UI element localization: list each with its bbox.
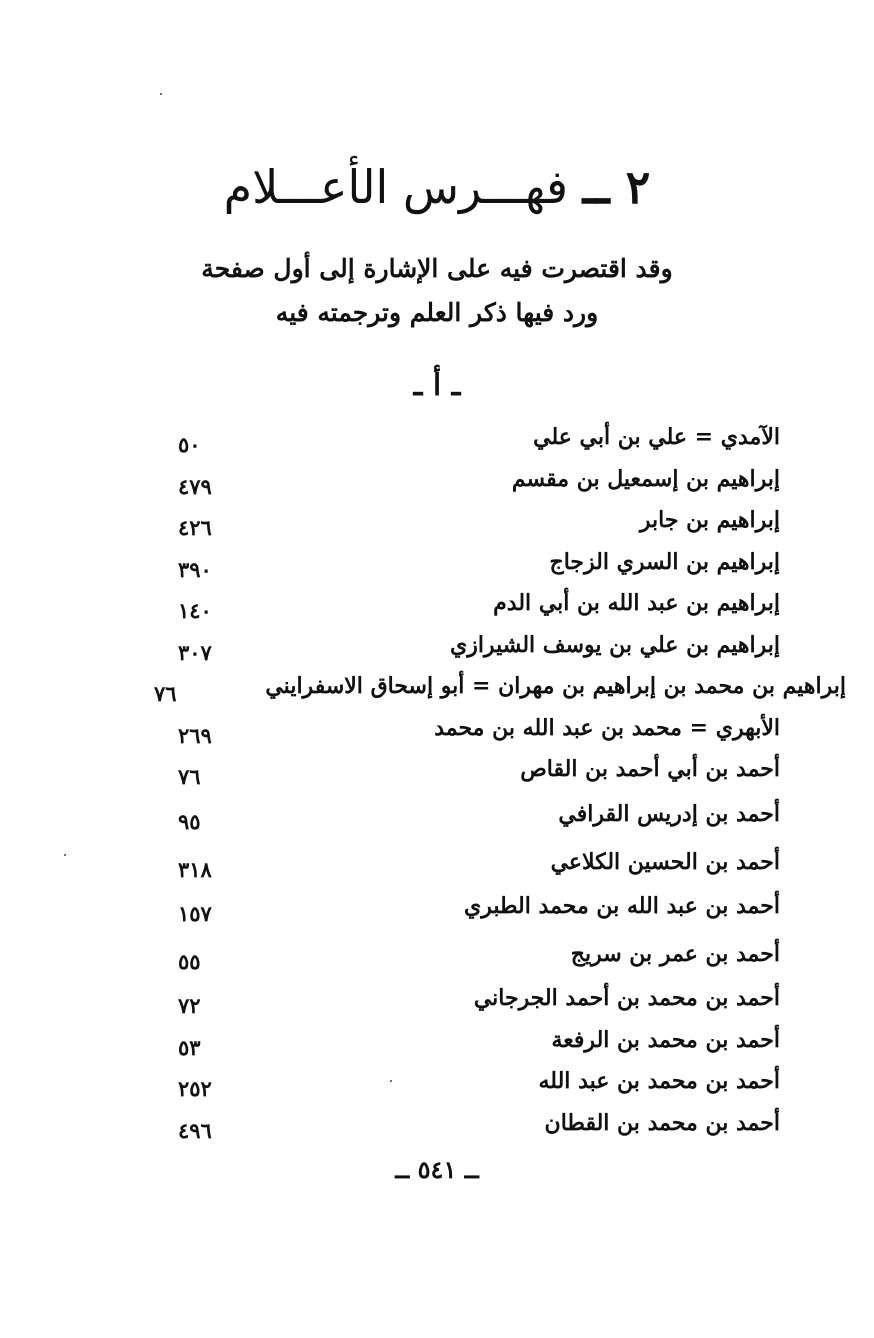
entry-name: أحمد بن محمد بن القطان [544,1109,780,1136]
index-entry [150,1023,790,1065]
entry-name: الأبهري = محمد بن عبد الله بن محمد [434,714,780,741]
entry-page-number: ٢٥٢ [178,1076,212,1101]
entry-name: أحمد بن عبد الله بن محمد الطبري [464,893,780,919]
entry-name: إبراهيم بن عبد الله بن أبي الدم [493,590,780,616]
index-entry [150,586,790,628]
entry-page-number: ٣٠٧ [178,639,212,665]
entry-page-number: ٤٧٩ [178,473,212,499]
entry-page-number: ١٥٧ [178,901,212,926]
entry-name: أحمد بن إدريس القرافي [558,801,780,827]
index-entry [150,1064,790,1106]
index-entry [150,981,790,1023]
entry-page-number: ٥٠ [178,432,201,457]
entry-name: إبراهيم بن جابر [639,507,780,533]
section-letter-heading: ـ أ ـ [413,368,461,403]
entry-name: أحمد بن الحسين الكلاعي [550,849,780,875]
print-speck [160,93,162,95]
entry-page-number: ٥٣ [178,1034,201,1060]
entry-name: إبراهيم بن إسمعيل بن مقسم [511,465,780,492]
entry-page-number: ٣١٨ [178,857,212,882]
entry-page-number: ١٤٠ [178,598,212,623]
entry-name: أحمد بن عمر بن سريج [570,941,780,967]
print-speck [64,854,66,856]
entry-page-number: ٩٥ [178,809,201,834]
entry-name: الآمدي = علي بن أبي علي [533,424,780,450]
entry-name: أحمد بن أبي أحمد بن القاص [520,756,780,782]
index-entry [150,889,790,937]
index-title [0,160,874,214]
entry-page-number: ٣٩٠ [178,556,212,582]
print-speck [390,1080,392,1082]
index-title-number: ٢ ــ [582,160,651,214]
entry-name: أحمد بن محمد بن أحمد الجرجاني [473,985,780,1011]
entry-page-number: ٢٦٩ [178,722,212,748]
entry-name: أحمد بن محمد بن عبد الله [538,1068,780,1094]
entry-page-number: ٤٢٦ [178,515,212,540]
page-number-footer: ــ ٥٤١ ــ [395,1155,479,1184]
entry-name: إبراهيم بن محمد بن إبراهيم بن مهران = أبو إسحاق الاسفرايني [265,673,846,699]
index-entry [150,420,790,462]
intro-line-1: وقد اقتصرت فيه على الإشارة إلى أول صفحة [201,254,673,283]
entry-name: إبراهيم بن السري الزجاج [549,548,780,575]
entry-name: إبراهيم بن علي بن يوسف الشيرازي [449,631,780,658]
entry-page-number: ٧٦ [154,681,177,706]
index-title-text: فهـــرس الأعـــلام [223,160,569,214]
entry-page-number: ٧٦ [178,764,201,789]
index-entry [150,711,790,753]
entry-page-number: ٥٥ [178,949,201,974]
entry-name: أحمد بن محمد بن الرفعة [551,1026,780,1053]
index-entry [150,845,790,889]
index-entry [150,937,790,981]
index-entry [150,752,790,797]
index-entry [150,503,790,545]
index-entry [150,462,790,504]
index-entry [150,628,790,670]
index-entries-list [150,420,846,1147]
intro-line-2: ورد فيها ذكر العلم وترجمته فيه [275,298,599,327]
index-entry [150,1106,790,1148]
index-entry [150,797,790,845]
index-entry [150,545,790,587]
entry-page-number: ٤٩٦ [178,1117,212,1143]
index-entry [150,669,846,711]
entry-page-number: ٧٢ [178,993,201,1018]
